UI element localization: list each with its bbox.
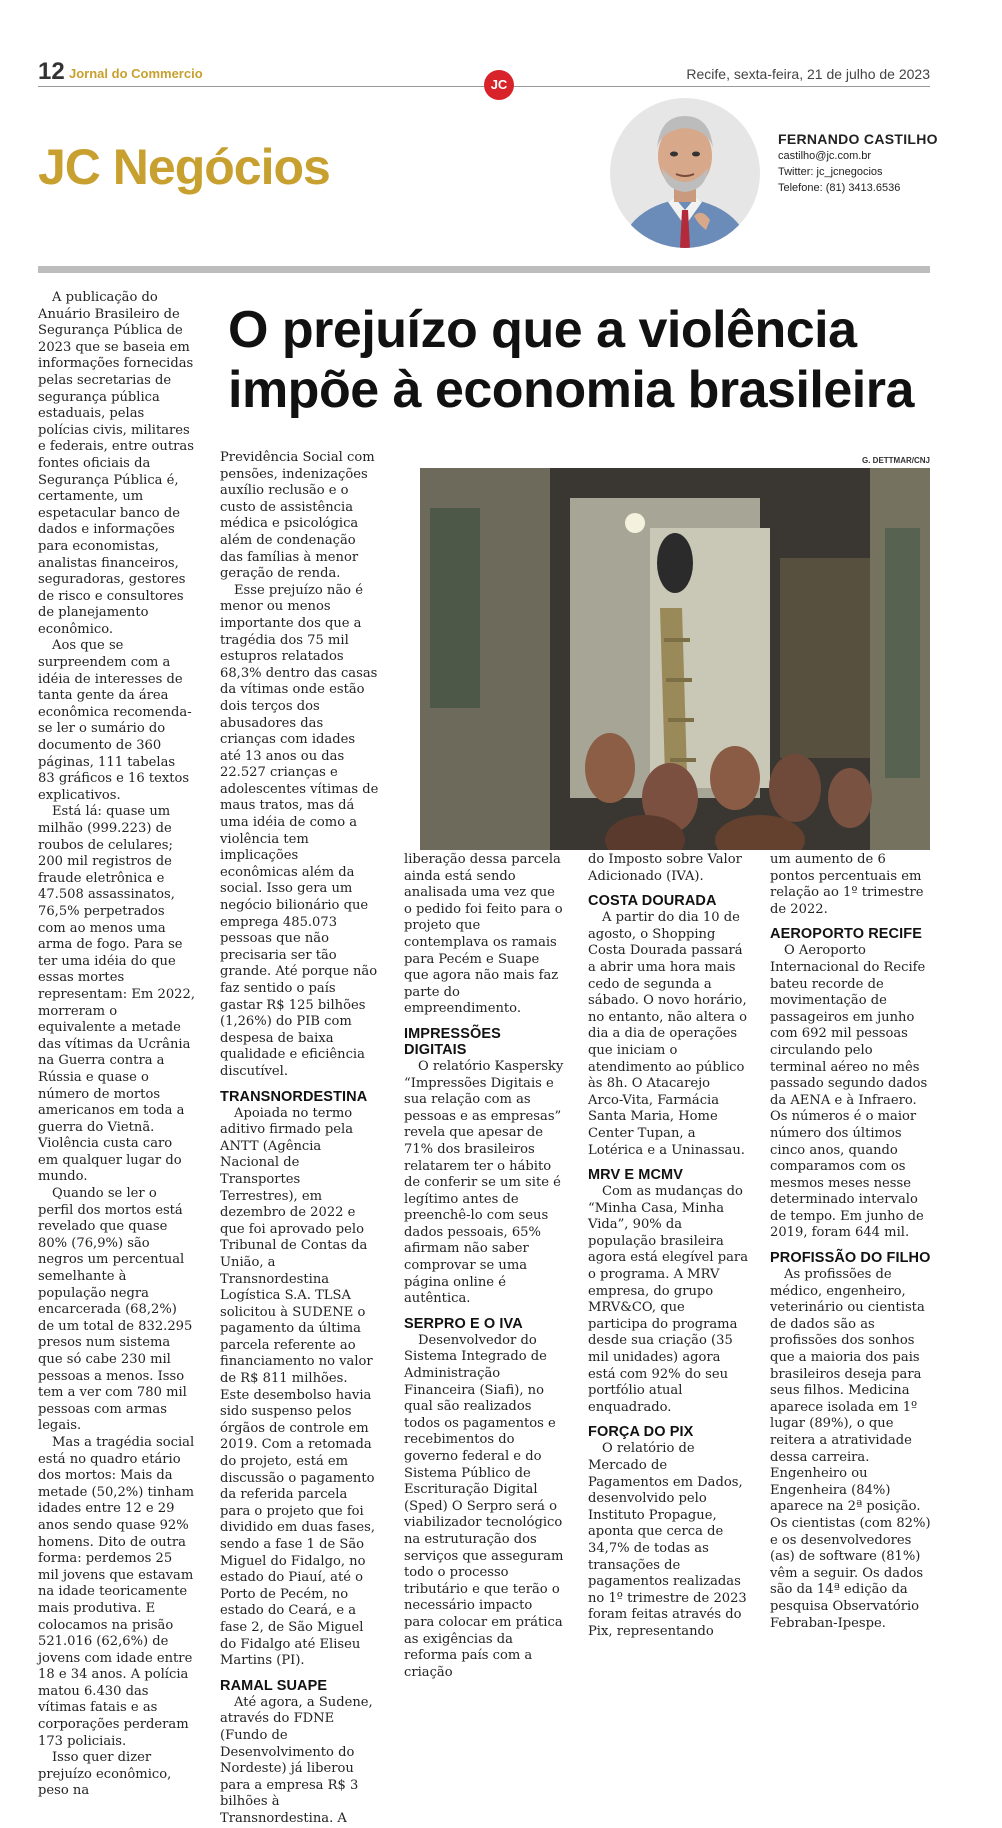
columnist-portrait xyxy=(610,98,760,248)
author-twitter[interactable]: Twitter: jc_jcnegocios xyxy=(778,166,883,178)
paragraph: liberação dessa parcela ainda está sendo analisada uma vez que o pedido foi feito para o projeto que contemplava os ramais para Pecém e Suape que agora não mais faz parte do empreendimento. xyxy=(404,852,563,1017)
paragraph: Aos que se surpreendem com a idéia de interesses de tanta gente da área econômica recomenda-se ler o sumário do documento de 360 páginas, 111 tabelas 83 gráficos e 16 textos explicativos. xyxy=(38,638,192,803)
article-column-2 xyxy=(220,450,380,1828)
subheading-transnordestina: TRANSNORDESTINA xyxy=(220,1088,368,1105)
paragraph: Até agora, a Sudene, através do FDNE (Fundo de Desenvolvimento do Nordeste) já liberou para a empresa R$ 3 bilhões à Transnordestina. A xyxy=(220,1694,373,1826)
paragraph: Está lá: quase um milhão (999.223) de roubos de celulares; 200 mil registros de fraude eletrônica e 47.508 assassinatos, 76,5% perpetrados com ao menos uma arma de fogo. Para se ter uma idéia do que essas mortes representam: Em 2022, morreram o equivalente a metade das vítimas da Ucrânia na Guerra contra a Rússia e quase o número de mortos americanos em toda a guerra do Vietnã. Violência custa caro em qualquer lugar do mundo. xyxy=(38,804,195,1185)
article-column-5 xyxy=(770,852,932,1632)
subheading-forca-do-pix: FORÇA DO PIX xyxy=(588,1424,694,1441)
subheading-mrv-mcmv: MRV E MCMV xyxy=(588,1167,683,1184)
photo-credit: G. DETTMAR/CNJ xyxy=(862,456,930,465)
jc-logo: JC xyxy=(484,70,514,100)
paragraph: Mas a tragédia social está no quadro etário dos mortos: Mais da metade (50,2%) tinham idades entre 12 e 29 anos sendo quase 92% homens. Dito de outra forma: perdemos 25 mil jovens que estavam na idade teoricamente mais produtiva. E colocamos na prisão 521.016 (62,6%) de jovens com idade entre 18 e 34 anos. A polícia matou 6.430 das vítimas fatais e as corporações perderam 173 policiais. xyxy=(38,1434,195,1749)
paragraph: Apoiada no termo aditivo firmado pela ANTT (Agência Nacional de Transportes Terrestres), em dezembro de 2022 e que foi aprovado pelo Tribunal de Contas da União, a Transnordestina Logística S.A. TLSA solicitou à SUDENE o pagamento da última parcela referente ao financiamento no valor de R$ 811 milhões. Este desembolso havia sido suspenso pelos órgãos de controle em 2019. Com a retomada do projeto, está em discussão o pagamento da referida parcela para o projeto que foi dividido em duas fases, sendo a fase 1 de São Miguel do Fidalgo, no estado do Piauí, até o Porto de Pecém, no estado do Ceará, e a fase 2, de São Miguel do Fidalgo até Eliseu Martins (PI). xyxy=(220,1105,375,1669)
paragraph: O relatório Kaspersky “Impressões Digitais e sua relação com as pessoas e as empresas” revela que apesar de 71% dos brasileiros relatarem ter o hábito de conferir se um site é legítimo antes de preenchê-lo com seus dados pessoais, 65% afirmam não saber comprovar se uma página online é autêntica. xyxy=(404,1058,564,1307)
article-photo xyxy=(420,468,930,850)
subheading-impressoes-digitais: IMPRESSÕES DIGITAIS xyxy=(404,1025,501,1058)
article-column-3 xyxy=(404,852,564,1681)
article-column-1 xyxy=(38,290,195,1800)
paragraph: Isso quer dizer prejuízo econômico, peso na xyxy=(38,1750,172,1799)
paragraph: Com as mudanças do “Minha Casa, Minha Vida”, 90% da população brasileira agora está elegível para o programa. A MRV empresa, do grupo MRV&CO, que participa do programa desde sua criação (35 mil unidades) agora está com 92% do seu portfólio atual enquadrado. xyxy=(588,1184,749,1415)
subheading-ramal-suape: RAMAL SUAPE xyxy=(220,1677,328,1694)
subheading-aeroporto-recife: AEROPORTO RECIFE xyxy=(770,926,922,943)
subheading-serpro-iva: SERPRO E O IVA xyxy=(404,1315,523,1332)
paragraph: Previdência Social com pensões, indenizações auxílio reclusão e o custo de assistência médica e psicológica além de condenação das famílias à menor geração de renda. xyxy=(220,450,375,582)
author-name: FERNANDO CASTILHO xyxy=(778,131,938,147)
paragraph: As profissões de médico, engenheiro, veterinário ou cientista de dados são as profissões dos sonhos que a maioria dos pais brasileiros deseja para seus filhos. Medicina aparece isolada em 1º lugar (89%), o que reitera a atratividade dessa carreira. Engenheiro ou Engenheira (84%) aparece na 2ª posição. Os cientistas (com 82%) e os desenvolvedores (as) de software (81%) vêm a seguir. Os dados são da 14ª edição da pesquisa Observatório Febraban-Ipespe. xyxy=(770,1267,931,1631)
edition-date: Recife, sexta-feira, 21 de julho de 2023 xyxy=(686,66,930,82)
subheading-profissao-do-filho: PROFISSÃO DO FILHO xyxy=(770,1250,931,1267)
section-divider xyxy=(38,266,930,273)
paragraph: Quando se ler o perfil dos mortos está revelado que quase 80% (76,9%) são negros um percentual semelhante à população negra encarcerada (68,2%) de um total de 832.295 presos num sistema que só cabe 230 mil pessoas a menos. Isso tem a ver com 780 mil pessoas com armas legais. xyxy=(38,1186,193,1434)
paragraph: A partir do dia 10 de agosto, o Shopping Costa Dourada passará a abrir uma hora mais cedo de segunda a sábado. O novo horário, no entanto, não altera o dia a dia de operações que iniciam o atendimento ao público às 8h. O Atacarejo Arco-Vita, Farmácia Santa Maria, Home Center Tupan, a Lotérica e a Uninassau. xyxy=(588,910,748,1158)
article-column-4 xyxy=(588,852,748,1641)
headline: O prejuízo que a violência impõe à economia brasileira xyxy=(228,301,914,419)
paragraph: Esse prejuízo não é menor ou menos importante dos que a tragédia dos 75 mil estupros relatados 68,3% dentro das casas da vítimas onde estão dois terços dos abusadores das crianças com idades até 13 anos ou das 22.527 crianças e adolescentes vítimas de maus tratos, mas dá uma idéia de como a violência tem implicações econômicas além da social. Isso gera um negócio bilionário que emprega 485.073 pessoas que não precisaria ser tão grande. Até porque não faz sentido o país gastar R$ 125 bilhões (1,26%) do PIB com despesa de baixa qualidade e eficiência discutível. xyxy=(220,582,379,1079)
page-number: 12 xyxy=(38,58,65,85)
paragraph: O relatório de Mercado de Pagamentos em Dados, desenvolvido pelo Instituto Propague, aponta que cerca de 34,7% de todas as transações de pagamentos realizadas no 1º trimestre de 2023 foram feitas através do Pix, representando xyxy=(588,1441,747,1639)
paragraph: um aumento de 6 pontos percentuais em relação ao 1º trimestre de 2022. xyxy=(770,852,924,917)
paragraph: A publicação do Anuário Brasileiro de Segurança Pública de 2023 que se baseia em informações fornecidas pelas secretarias de segurança pública estaduais, pelas polícias civis, militares e federais, entre outras fontes oficiais da Segurança Pública é, certamente, um espetacular banco de dados e informações para economistas, analistas financeiros, seguradoras, gestores de risco e consultores de planejamento econômico. xyxy=(38,290,194,637)
section-title: JC Negócios xyxy=(38,139,330,195)
paragraph: O Aeroporto Internacional do Recife bateu recorde de movimentação de passageiros em junho com 692 mil pessoas circulando pelo terminal aéreo no mês passado segundo dados da AENA e à Infraero. Os números é o maior número dos últimos cinco anos, quando comparamos com os mesmos meses nesse determinado intervalo de tempo. Em junho de 2019, foram 644 mil. xyxy=(770,943,928,1241)
newspaper-name: Jornal do Commercio xyxy=(69,66,203,81)
subheading-costa-dourada: COSTA DOURADA xyxy=(588,893,717,910)
author-phone: Telefone: (81) 3413.6536 xyxy=(778,182,901,194)
paragraph: do Imposto sobre Valor Adicionado (IVA). xyxy=(588,852,742,884)
paragraph: Desenvolvedor do Sistema Integrado de Administração Financeira (Siafi), no qual são realizados todos os pagamentos e recebimentos do governo federal e do Sistema Público de Escrituração Digital (Sped) O Serpro será o viabilizador tecnológico na estruturação dos serviços que asseguram todo o processo tributário e que terão o necessário impacto para colocar em prática as exigências da reforma país com a criação xyxy=(404,1332,564,1680)
author-email[interactable]: castilho@jc.com.br xyxy=(778,150,872,162)
